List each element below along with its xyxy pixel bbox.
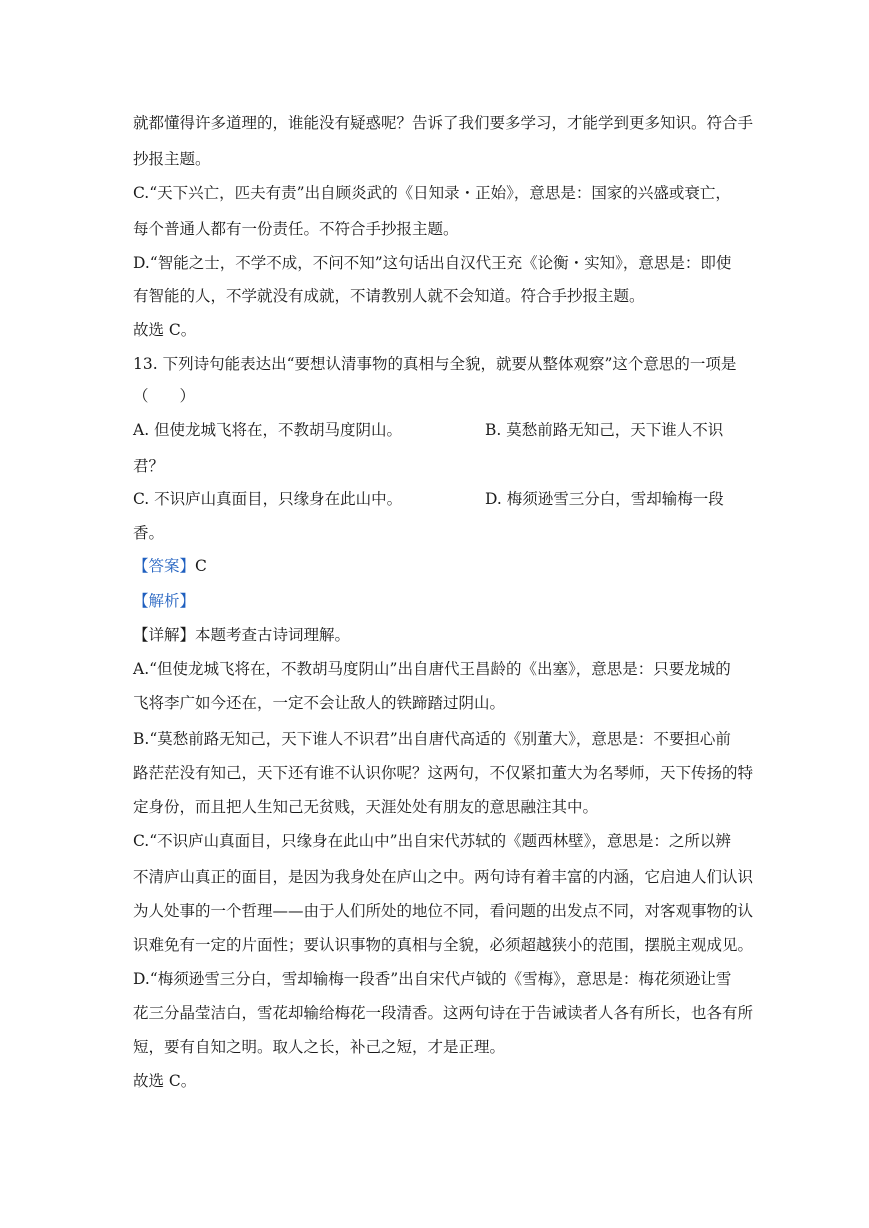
question-stem: 13. 下列诗句能表达出“要想认清事物的真相与全貌，就要从整体观察”这个意思的一项是 xyxy=(133,355,737,373)
question-bracket: （ ） xyxy=(133,387,196,405)
text-line: D.“智能之士，不学不成，不问不知”这句话出自汉代王充《论衡・实知》，意思是：即使 xyxy=(133,254,732,272)
text-line: 故选 C。 xyxy=(133,321,197,339)
detail-line: 【详解】本题考查古诗词理解。 xyxy=(133,626,351,644)
text-line: A.“但使龙城飞将在，不教胡马度阴山”出自唐代王昌龄的《出塞》，意思是：只要龙城的 xyxy=(133,660,731,678)
answer-line xyxy=(133,556,207,576)
answer-tag: 【答案】 xyxy=(133,557,196,575)
text-line: C.“天下兴亡，匹夫有责”出自顾炎武的《日知录・正始》，意思是：国家的兴盛或衰亡， xyxy=(133,184,731,202)
text-line: 识难免有一定的片面性；要认识事物的真相与全貌，必须超越狭小的范围，摆脱主观成见。 xyxy=(133,936,754,954)
option-b-cont: 君？ xyxy=(133,457,165,475)
analysis-tag: 【解析】 xyxy=(133,592,196,610)
text-line: 抄报主题。 xyxy=(133,150,211,168)
text-line: 路茫茫没有知己，天下还有谁不认识你呢？这两句，不仅紧扣董大为名琴师，天下传扬的特 xyxy=(133,764,754,782)
option-c: C. 不识庐山真面目，只缘身在此山中。 xyxy=(133,490,403,508)
text-line: B.“莫愁前路无知己，天下谁人不识君”出自唐代高适的《别董大》，意思是：不要担心前 xyxy=(133,730,731,748)
option-d: D. 梅须逊雪三分白，雪却输梅一段 xyxy=(485,490,724,508)
text-line: 每个普通人都有一份责任。不符合手抄报主题。 xyxy=(133,220,459,238)
text-line: 就都懂得许多道理的，谁能没有疑惑呢？告诉了我们要多学习，才能学到更多知识。符合手 xyxy=(133,114,754,132)
text-line: 故选 C。 xyxy=(133,1072,197,1090)
text-line: 飞将李广如今还在，一定不会让敌人的铁蹄踏过阴山。 xyxy=(133,694,506,712)
option-b: B. 莫愁前路无知己，天下谁人不识 xyxy=(485,421,724,439)
text-line: 短，要有自知之明。取人之长，补己之短，才是正理。 xyxy=(133,1038,506,1056)
text-line: 有智能的人，不学就没有成就，不请教别人就不会知道。符合手抄报主题。 xyxy=(133,287,645,305)
answer-value: C xyxy=(195,557,207,575)
text-line: C.“不识庐山真面目，只缘身在此山中”出自宋代苏轼的《题西林壁》，意思是：之所以辨 xyxy=(133,832,731,850)
text-line: 为人处事的一个哲理——由于人们所处的地位不同，看问题的出发点不同，对客观事物的认 xyxy=(133,902,754,920)
option-d-cont: 香。 xyxy=(133,524,165,542)
text-line: D.“梅须逊雪三分白，雪却输梅一段香”出自宋代卢钺的《雪梅》，意思是：梅花须逊让雪 xyxy=(133,970,732,988)
text-line: 定身份，而且把人生知己无贫贱，天涯处处有朋友的意思融注其中。 xyxy=(133,798,599,816)
text-line: 花三分晶莹洁白，雪花却输给梅花一段清香。这两句诗在于告诫读者人各有所长，也各有所 xyxy=(133,1004,754,1022)
text-line: 不清庐山真正的面目，是因为我身处在庐山之中。两句诗有着丰富的内涵，它启迪人们认识 xyxy=(133,868,754,886)
option-a: A. 但使龙城飞将在，不教胡马度阴山。 xyxy=(133,421,403,439)
